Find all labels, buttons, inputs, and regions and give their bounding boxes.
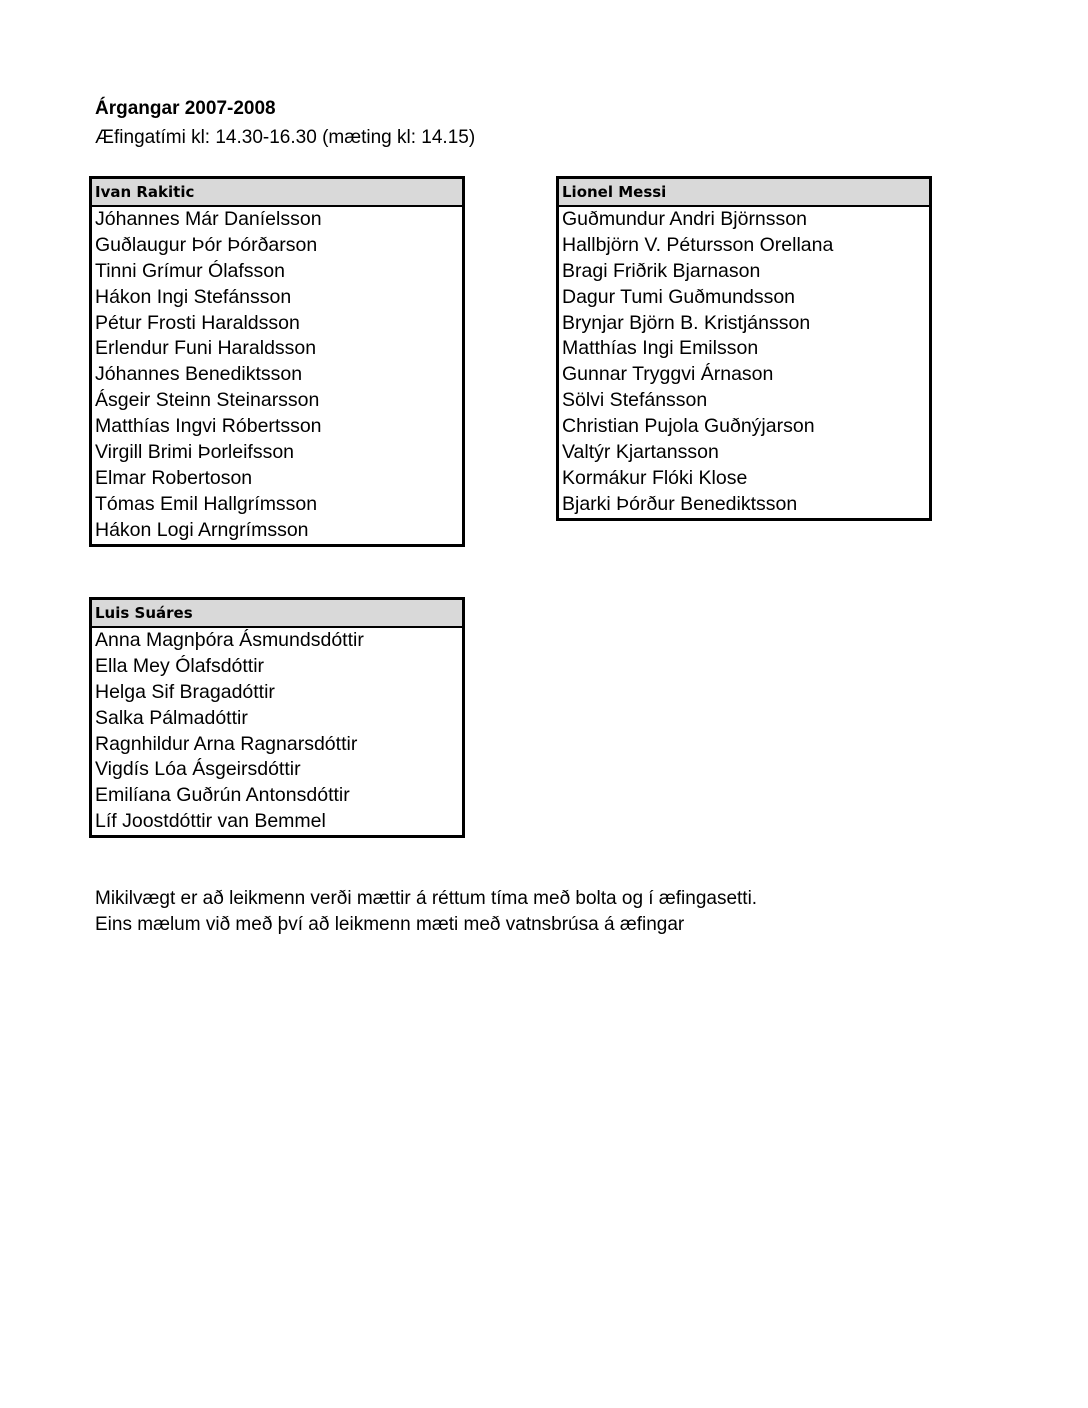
player-name: Sölvi Stefánsson: [562, 389, 708, 412]
team-ivan-rakitic: [89, 176, 465, 547]
player-name: Vigdís Lóa Ásgeirsdóttir: [95, 758, 301, 781]
player-name: Kormákur Flóki Klose: [562, 466, 748, 489]
player-name: Pétur Frosti Haraldsson: [95, 311, 300, 334]
player-name: Dagur Tumi Guðmundsson: [562, 285, 796, 308]
player-name: Matthías Ingi Emilsson: [562, 337, 759, 360]
player-name: Ragnhildur Arna Ragnarsdóttir: [95, 732, 358, 755]
player-name: Matthías Ingvi Róbertsson: [95, 415, 322, 438]
team-header: Lionel Messi: [559, 179, 929, 207]
player-name: Valtýr Kjartansson: [562, 441, 719, 464]
player-name: Bragi Friðrik Bjarnason: [562, 259, 761, 282]
player-name: Hallbjörn V. Pétursson Orellana: [562, 233, 834, 256]
player-name: Guðlaugur Þór Þórðarson: [95, 233, 318, 256]
player-name: Anna Magnþóra Ásmundsdóttir: [95, 629, 364, 651]
player-name: Líf Joostdóttir van Bemmel: [95, 810, 326, 833]
player-name: Erlendur Funi Haraldsson: [95, 337, 317, 360]
player-list: [559, 207, 929, 518]
team-lionel-messi: [556, 176, 932, 521]
player-name: Bjarki Þórður Benediktsson: [562, 492, 798, 515]
player-name: Helga Sif Bragadóttir: [95, 680, 275, 703]
team-luis-suares: [89, 597, 465, 838]
note-line: Eins mælum við með því að leikmenn mæti með vatnsbrúsa á æfingar: [95, 914, 685, 935]
player-name: Christian Pujola Guðnýjarson: [562, 415, 815, 438]
player-name: Virgill Brimi Þorleifsson: [95, 441, 295, 464]
player-name: Gunnar Tryggvi Árnason: [562, 363, 774, 386]
player-name: Guðmundur Andri Björnsson: [562, 208, 807, 230]
team-header: Luis Suáres: [92, 600, 462, 628]
team-header: Ivan Rakitic: [92, 179, 462, 207]
practice-time: Æfingatími kl: 14.30-16.30 (mæting kl: 14.15): [95, 127, 476, 148]
player-name: Tómas Emil Hallgrímsson: [95, 492, 318, 515]
player-name: Emilíana Guðrún Antonsdóttir: [95, 784, 350, 807]
player-name: Ásgeir Steinn Steinarsson: [95, 389, 320, 412]
note-line: Mikilvægt er að leikmenn verði mættir á réttum tíma með bolta og í æfingasetti.: [95, 888, 758, 909]
player-list: [92, 628, 462, 835]
player-name: Salka Pálmadóttir: [95, 706, 248, 729]
player-name: Hákon Logi Arngrímsson: [95, 518, 309, 541]
player-name: Elmar Robertoson: [95, 466, 253, 489]
player-name: Tinni Grímur Ólafsson: [95, 259, 285, 282]
page-title: Árgangar 2007-2008: [95, 98, 276, 119]
player-name: Jóhannes Már Daníelsson: [95, 208, 322, 230]
player-name: Jóhannes Benediktsson: [95, 363, 303, 386]
player-list: [92, 207, 462, 544]
player-name: Hákon Ingi Stefánsson: [95, 285, 292, 308]
player-name: Ella Mey Ólafsdóttir: [95, 654, 265, 677]
player-name: Brynjar Björn B. Kristjánsson: [562, 311, 811, 334]
